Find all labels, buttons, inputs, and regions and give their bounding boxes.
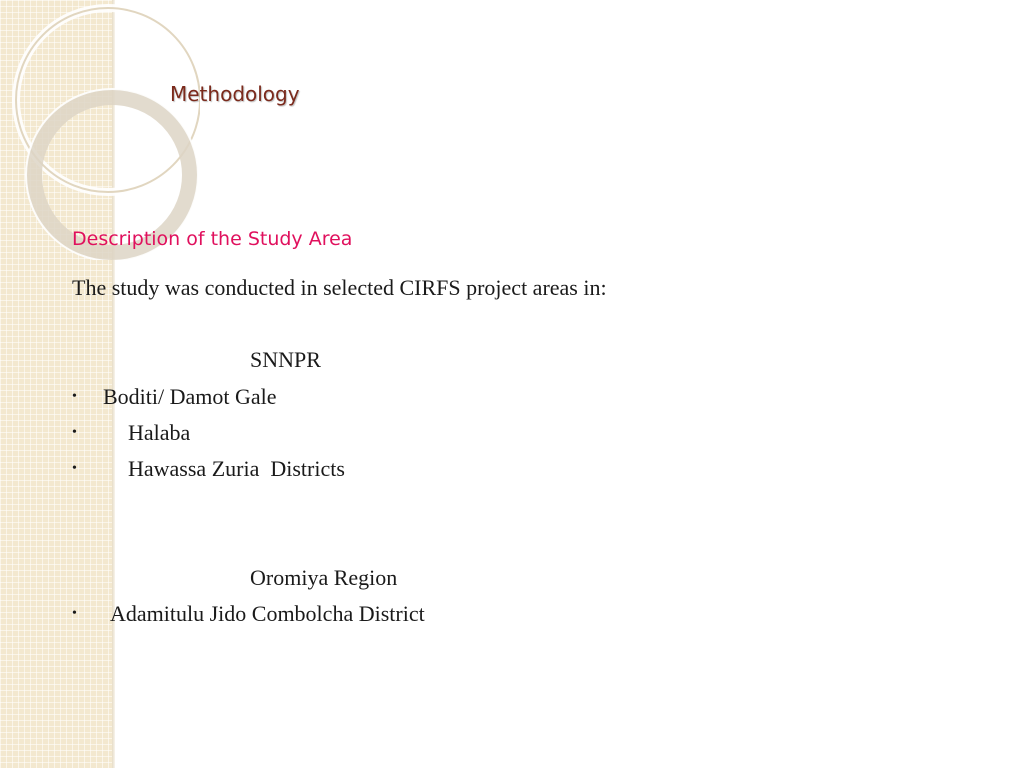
bullet-marker: • bbox=[72, 606, 77, 621]
list-item: Adamitulu Jido Combolcha District bbox=[110, 601, 425, 626]
list-item: Halaba bbox=[128, 420, 191, 445]
intro-text: The study was conducted in selected CIRFS project areas in: bbox=[72, 275, 607, 300]
region-heading-snnpr: SNNPR bbox=[250, 347, 321, 372]
bullet-marker: • bbox=[72, 461, 77, 476]
section-subtitle: Description of the Study Area bbox=[72, 228, 353, 250]
list-item: Hawassa Zuria Districts bbox=[128, 456, 345, 481]
bullet-marker: • bbox=[72, 389, 77, 404]
list-item: Boditi/ Damot Gale bbox=[103, 384, 277, 409]
decorative-circles bbox=[0, 0, 200, 260]
region-heading-oromiya: Oromiya Region bbox=[250, 565, 398, 590]
bullet-marker: • bbox=[72, 425, 77, 440]
slide-title: Methodology bbox=[170, 82, 300, 106]
